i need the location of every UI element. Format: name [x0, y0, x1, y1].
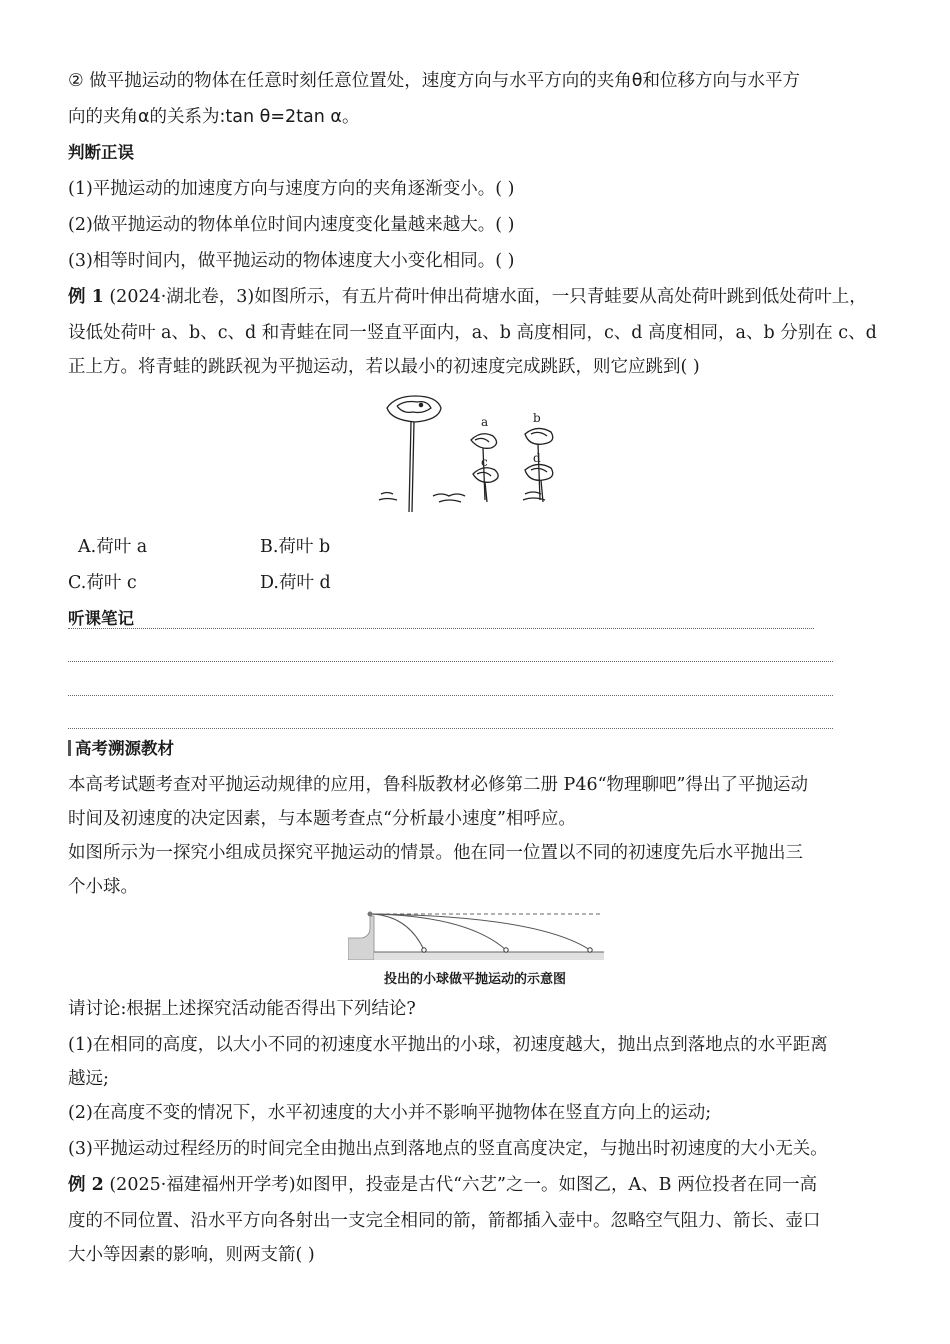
conclusion-1-line-1: (1)在相同的高度，以大小不同的初速度水平抛出的小球，初速度越大，抛出点到落地点的水平距离: [68, 1035, 828, 1055]
discuss-prompt: 请讨论:根据上述探究活动能否得出下列结论?: [68, 999, 416, 1019]
example-1-line-2: 设低处荷叶 a、b、c、d 和青蛙在同一竖直平面内，a、b 高度相同，c、d 高度相同，a、b 分别在 c、d: [68, 323, 877, 343]
notes-line-2: [68, 661, 833, 662]
lotus-frog-figure: [375, 390, 575, 525]
example-1-line-1: [68, 280, 888, 314]
judge-item-2: (2)做平抛运动的物体单位时间内速度变化量越来越大。( ): [68, 215, 515, 235]
judge-item-3: (3)相等时间内，做平抛运动的物体速度大小变化相同。( ): [68, 251, 515, 271]
source-heading-row: [68, 732, 888, 766]
judge-heading: 判断正误: [68, 143, 134, 162]
figure-label-a: a: [481, 415, 489, 429]
example-2-line-2: 度的不同位置、沿水平方向各射出一支完全相同的箭，箭都插入壶中。忽略空气阻力、箭长、壶口: [68, 1211, 821, 1231]
figure-label-c: c: [481, 455, 488, 469]
option-a: A.荷叶 a: [78, 537, 148, 557]
example-2-text-1: (2025·福建福州开学考)如图甲，投壶是古代“六艺”之一。如图乙，A、B 两位投者在同一高: [109, 1175, 818, 1195]
example-2-label: 例 2: [68, 1175, 104, 1195]
source-heading: 高考溯源教材: [75, 739, 174, 758]
figure-label-d: d: [533, 451, 541, 465]
source-heading-bar: [68, 740, 71, 756]
example-2-line-3: 大小等因素的影响，则两支箭( ): [68, 1245, 315, 1265]
source-para-2-line-1: 如图所示为一探究小组成员探究平抛运动的情景。他在同一位置以不同的初速度先后水平抛出三: [68, 843, 803, 863]
source-para-1-line-1: 本高考试题考查对平抛运动规律的应用，鲁科版教材必修第二册 P46“物理聊吧”得出了平抛运动: [68, 775, 808, 795]
notes-line-3: [68, 695, 833, 696]
source-para-2-line-2: 个小球。: [68, 877, 138, 897]
notes-line-1: [68, 628, 814, 629]
option-b: B.荷叶 b: [260, 537, 331, 557]
notes-line-4: [68, 728, 833, 729]
rule-2-line-2: 向的夹角α的关系为:tan θ=2tan α。: [68, 107, 360, 127]
projectile-figure: [348, 908, 604, 960]
rule-2-line-1: ② 做平抛运动的物体在任意时刻任意位置处，速度方向与水平方向的夹角θ和位移方向与水平方: [68, 71, 800, 91]
projectile-figure-caption: 投出的小球做平抛运动的示意图: [383, 972, 566, 987]
figure-label-b: b: [533, 411, 541, 425]
source-para-1-line-2: 时间及初速度的决定因素，与本题考查点“分析最小速度”相呼应。: [68, 809, 576, 829]
option-d: D.荷叶 d: [260, 573, 331, 593]
example-2-line-1: [68, 1168, 888, 1202]
conclusion-2: (2)在高度不变的情况下，水平初速度的大小并不影响平抛物体在竖直方向上的运动;: [68, 1103, 712, 1123]
example-1-label: 例 1: [68, 287, 104, 307]
conclusion-1-line-2: 越远;: [68, 1069, 109, 1089]
conclusion-3: (3)平抛运动过程经历的时间完全由抛出点到落地点的竖直高度决定，与抛出时初速度的大小无关。: [68, 1139, 828, 1159]
example-1-text-1: (2024·湖北卷，3)如图所示，有五片荷叶伸出荷塘水面，一只青蛙要从高处荷叶跳到低处荷叶上，: [109, 287, 867, 307]
judge-item-1: (1)平抛运动的加速度方向与速度方向的夹角逐渐变小。( ): [68, 179, 515, 199]
notes-heading: 听课笔记: [68, 609, 134, 628]
example-1-line-3: 正上方。将青蛙的跳跃视为平抛运动，若以最小的初速度完成跳跃，则它应跳到( ): [68, 357, 700, 377]
option-c: C.荷叶 c: [68, 573, 137, 593]
